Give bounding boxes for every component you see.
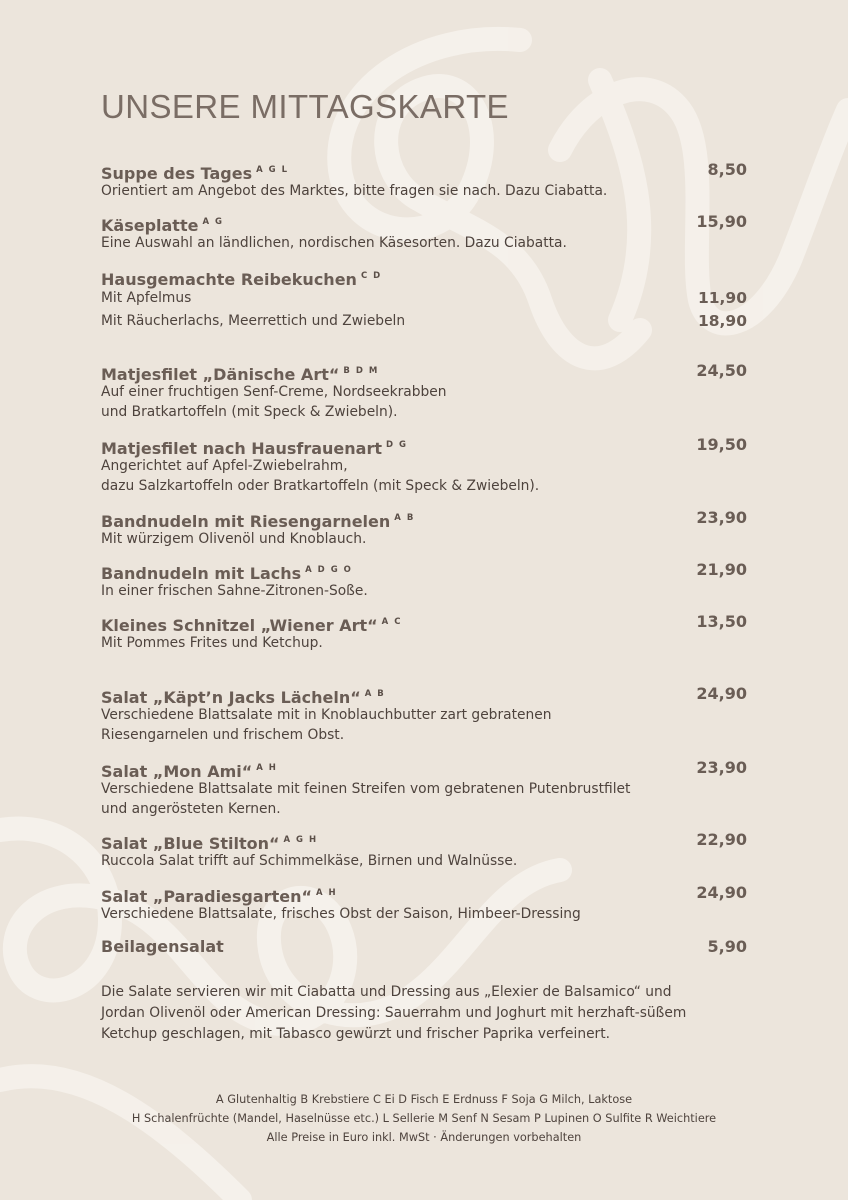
menu-item — [101, 159, 747, 201]
menu-item — [101, 611, 747, 653]
note-line: Jordan Olivenöl oder American Dressing: Sauerrahm und Joghurt mit herzhaft-süßem — [101, 1005, 687, 1021]
menu-item — [101, 829, 747, 871]
dish-name: Bandnudeln mit Riesengarnelen $^{A B}$ — [101, 512, 415, 531]
dish-description: In einer frischen Sahne-Zitronen-Soße. — [101, 583, 368, 599]
menu-item — [101, 434, 747, 496]
dish-price: 13,50 — [696, 612, 747, 631]
dish-name: Hausgemachte Reibekuchen $^{C D}$ — [101, 270, 382, 289]
dish-description: Mit würzigem Olivenöl und Knoblauch. — [101, 531, 367, 547]
dish-description: Eine Auswahl an ländlichen, nordischen Käsesorten. Dazu Ciabatta. — [101, 235, 567, 251]
dish-description: und Bratkartoffeln (mit Speck & Zwiebeln). — [101, 404, 398, 420]
variant-description: Mit Räucherlachs, Meerrettich und Zwiebeln — [101, 313, 406, 329]
menu-page — [101, 0, 747, 1200]
dish-price: 19,50 — [696, 435, 747, 454]
note-line: Ketchup geschlagen, mit Tabasco gewürzt und frischer Paprika verfeinert. — [101, 1026, 611, 1042]
allergen-codes: A B — [394, 513, 415, 523]
dish-price: 5,90 — [707, 937, 747, 956]
menu-item — [101, 507, 747, 549]
allergen-codes: A G — [202, 217, 224, 227]
menu-item — [101, 683, 747, 745]
dish-price: 21,90 — [696, 560, 747, 579]
menu-item — [101, 211, 747, 253]
dish-name: Suppe des Tages $^{A G L}$ — [101, 164, 289, 183]
dish-name: Beilagensalat — [101, 937, 224, 956]
page-title: UNSERE MITTAGSKARTE — [101, 88, 509, 125]
dish-name: Bandnudeln mit Lachs $^{A D G O}$ — [101, 564, 353, 583]
salad-note — [101, 982, 686, 1045]
dish-price: 23,90 — [696, 508, 747, 527]
dish-description: Mit Pommes Frites und Ketchup. — [101, 635, 323, 651]
dish-description: und angerösteten Kernen. — [101, 801, 281, 817]
dish-name: Matjesfilet „Dänische Art“ $^{B D M}$ — [101, 365, 379, 384]
dish-description: Orientiert am Angebot des Marktes, bitte fragen sie nach. Dazu Ciabatta. — [101, 183, 608, 199]
menu-item — [101, 360, 747, 422]
dish-name: Matjesfilet nach Hausfrauenart $^{D G}$ — [101, 439, 408, 458]
dish-description: Riesengarnelen und frischem Obst. — [101, 727, 345, 743]
allergen-codes: A C — [381, 617, 402, 627]
dish-name: Kleines Schnitzel „Wiener Art“ $^{A C}$ — [101, 616, 402, 635]
dish-description: Angerichtet auf Apfel-Zwiebelrahm, — [101, 458, 348, 474]
variant-price: 18,90 — [697, 312, 747, 330]
menu-item — [101, 265, 747, 333]
dish-description: Verschiedene Blattsalate mit in Knoblauchbutter zart gebratenen — [101, 707, 552, 723]
dish-name: Salat „Mon Ami“ $^{A H}$ — [101, 762, 278, 781]
allergen-codes: A G H — [283, 835, 318, 845]
dish-description: Ruccola Salat trifft auf Schimmelkäse, Birnen und Walnüsse. — [101, 853, 518, 869]
dish-name: Salat „Blue Stilton“ $^{A G H}$ — [101, 834, 318, 853]
allergen-legend-line: H Schalenfrüchte (Mandel, Haselnüsse etc.) L Sellerie M Senf N Sesam P Lupinen O Sulfite R Weichtiere — [131, 1112, 717, 1125]
price-disclaimer: Alle Preise in Euro inkl. MwSt · Änderungen vorbehalten — [266, 1131, 582, 1144]
allergen-codes: C D — [360, 271, 382, 281]
dish-price: 22,90 — [696, 830, 747, 849]
dish-price: 15,90 — [696, 212, 747, 231]
dish-name: Käseplatte $^{A G}$ — [101, 216, 224, 235]
dish-description: dazu Salzkartoffeln oder Bratkartoffeln (mit Speck & Zwiebeln). — [101, 478, 540, 494]
dish-price: 24,90 — [696, 883, 747, 902]
note-line: Die Salate servieren wir mit Ciabatta und Dressing aus „Elexier de Balsamico“ und — [101, 984, 672, 1000]
dish-price: 24,50 — [696, 361, 747, 380]
allergen-codes: A H — [256, 763, 278, 773]
allergen-codes: A G L — [256, 165, 289, 175]
variant-description: Mit Apfelmus — [101, 290, 192, 306]
dish-description: Verschiedene Blattsalate, frisches Obst der Saison, Himbeer-Dressing — [101, 906, 581, 922]
menu-item — [101, 882, 747, 924]
variant-price: 11,90 — [697, 289, 747, 307]
menu-item — [101, 559, 747, 601]
dish-price: 8,50 — [707, 160, 747, 179]
dish-name: Salat „Paradiesgarten“ $^{A H}$ — [101, 887, 338, 906]
dish-variant — [101, 287, 747, 310]
allergen-codes: A B — [364, 689, 386, 699]
allergen-codes: A H — [315, 888, 338, 898]
allergen-codes: A D G O — [305, 565, 353, 575]
allergen-codes: B D M — [343, 366, 379, 376]
allergen-codes: D G — [386, 440, 408, 450]
dish-price: 23,90 — [696, 758, 747, 777]
dish-price: 24,90 — [696, 684, 747, 703]
dish-description: Auf einer fruchtigen Senf-Creme, Nordseekrabben — [101, 384, 447, 400]
allergen-legend-line: A Glutenhaltig B Krebstiere C Ei D Fisch E Erdnuss F Soja G Milch, Laktose — [215, 1093, 633, 1106]
dish-description: Verschiedene Blattsalate mit feinen Streifen vom gebratenen Putenbrustfilet — [101, 781, 631, 797]
menu-item — [101, 936, 747, 958]
dish-name: Salat „Käpt’n Jacks Lächeln“ $^{A B}$ — [101, 688, 386, 707]
menu-item — [101, 757, 747, 819]
dish-variant — [101, 310, 747, 333]
